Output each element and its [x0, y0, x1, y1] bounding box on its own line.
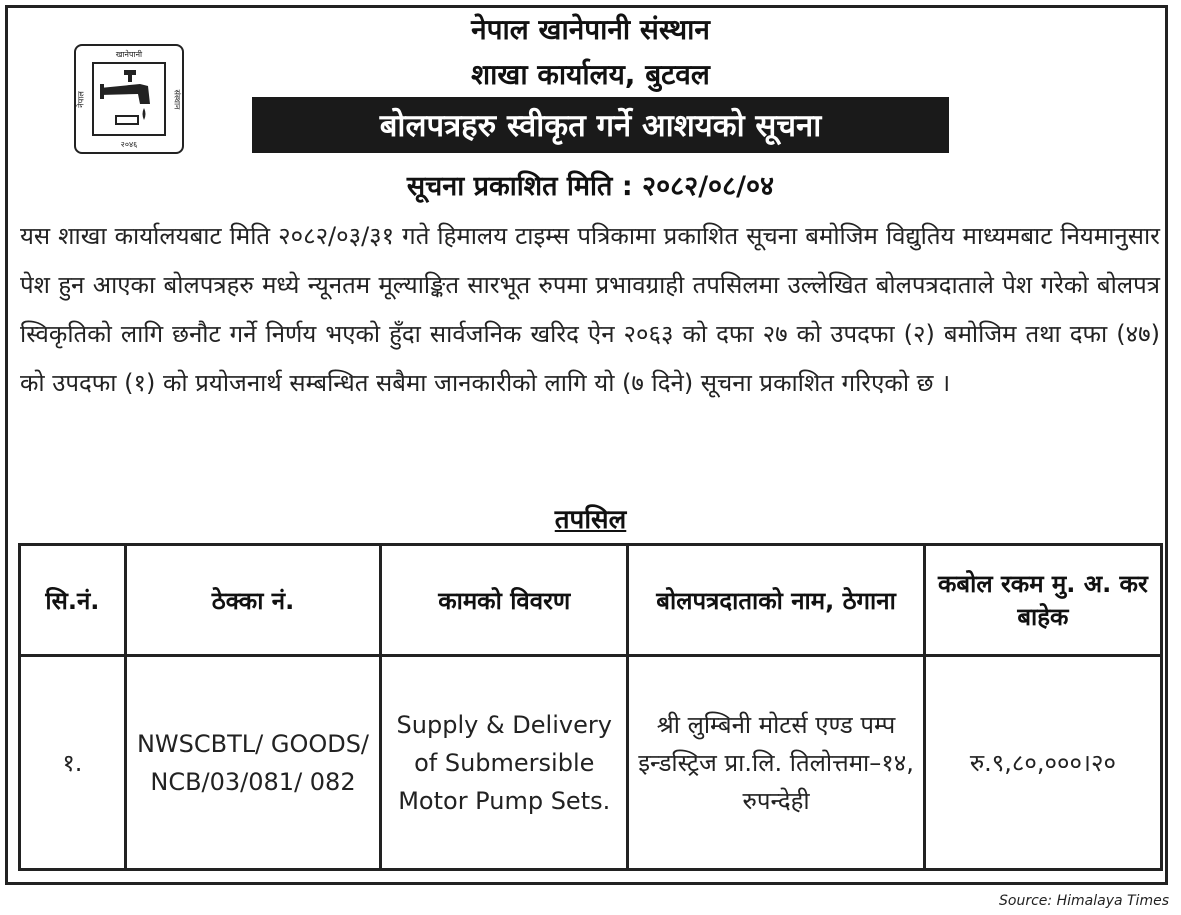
cell-serial: १.	[20, 656, 126, 870]
notice-body-paragraph: यस शाखा कार्यालयबाट मिति २०८२/०३/३१ गते हिमालय टाइम्स पत्रिकामा प्रकाशित सूचना बमोजिम विद्युतिय माध्यमबाट नियमानुसार पेश हुन आएका बोलपत्रहरु मध्ये न्यूनतम मूल्याङ्कित सारभूत रुपमा प्रभावग्राही तपसिलमा उल्लेखित बोलपत्रदाताले पेश गरेको बोलपत्र स्विकृतिको लागि छनौट गर्ने निर्णय भएको हुँदा सार्वजनिक खरिद ऐन २०६३ को दफा २७ को उपदफा (२) बमोजिम तथा दफा (४७) को उपदफा (१) को प्रयोजनार्थ सम्बन्धित सबैमा जानकारीको लागि यो (७ दिने) सूचना प्रकाशित गरिएको छ ।	[20, 222, 1160, 397]
schedule-heading: तपसिल	[554, 505, 627, 535]
logo-text-top: खानेपानी	[115, 50, 143, 59]
source-credit: Source: Himalaya Times	[999, 893, 1169, 909]
logo-text-bottom: २०४६	[120, 140, 138, 149]
cell-description: Supply & Delivery of Submersible Motor Pump Sets.	[381, 656, 628, 870]
cell-contract-no: NWSCBTL/ GOODS/ NCB/03/081/ 082	[125, 656, 380, 870]
logo-text-left: नेपाल	[76, 91, 86, 108]
organization-name: नेपाल खानेपानी संस्थान	[471, 13, 710, 46]
notice-title: बोलपत्रहरु स्वीकृत गर्ने आशयको सूचना	[379, 108, 822, 144]
column-header-serial: सि.नं.	[20, 545, 126, 656]
publication-date: सूचना प्रकाशित मिति : २०८२/०८/०४	[406, 171, 775, 202]
cell-amount: रु.९,८०,०००।२०	[924, 656, 1161, 870]
schedule-table	[18, 543, 1163, 871]
logo-text-right: संस्थान	[172, 89, 182, 110]
column-header-description: कामको विवरण	[381, 545, 628, 656]
office-name: शाखा कार्यालय, बुटवल	[471, 58, 710, 91]
table-header-row	[20, 545, 1162, 656]
notice-title-banner	[252, 97, 949, 153]
cell-bidder: श्री लुम्बिनी मोटर्स एण्ड पम्प इन्डस्ट्रिज प्रा.लि. तिलोत्तमा–१४, रुपन्देही	[628, 656, 925, 870]
column-header-amount: कबोल रकम मु. अ. कर बाहेक	[924, 545, 1161, 656]
column-header-bidder: बोलपत्रदाताको नाम, ठेगाना	[628, 545, 925, 656]
table-row	[20, 656, 1162, 870]
column-header-contract-no: ठेक्का नं.	[125, 545, 380, 656]
